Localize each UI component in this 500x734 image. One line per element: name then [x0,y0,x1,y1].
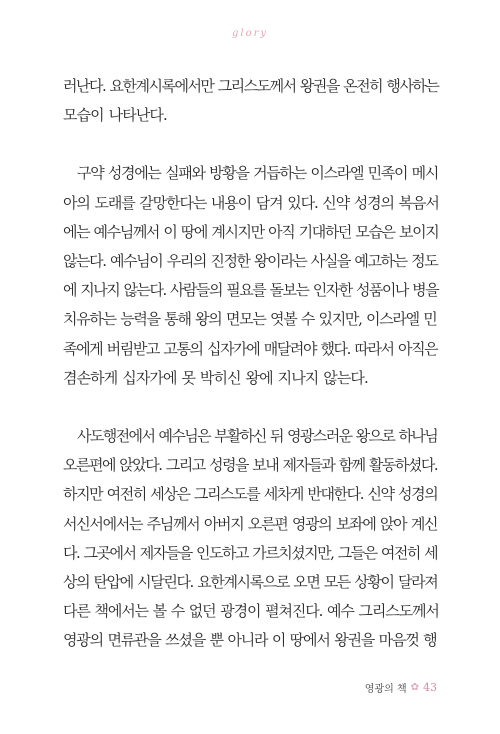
body-text [63,72,439,656]
text-line: 러난다. 요한계시록에서만 그리스도께서 왕권을 온전히 행사하는 [63,77,439,95]
paragraph-gap [63,393,439,422]
book-title: 영광의 책 [364,684,407,695]
text-line: 상의 탄압에 시달린다. 요한계시록으로 오면 모든 상황이 달라져 [63,573,438,592]
flower-icon: ✿ [410,681,419,693]
text-line: 다. 그곳에서 제자들을 인도하고 가르치셨지만, 그들은 여전히 세 [63,543,438,562]
text-line: 아의 도래를 갈망한다는 내용이 담겨 있다. 신약 성경의 복음서 [63,193,439,212]
text-line: 에 지나지 않는다. 사람들의 필요를 돌보는 인자한 성품이나 병을 [63,281,439,300]
text-line: 다른 책에서는 볼 수 없던 광경이 펼쳐진다. 예수 그리스도께서 [63,602,439,621]
page-number: 43 [423,681,437,694]
text-line: 치유하는 능력을 통해 왕의 면모는 엿볼 수 있지만, 이스라엘 민 [63,310,437,329]
text-line: 하지만 여전히 세상은 그리스도를 세차게 반대한다. 신약 성경의 [63,485,438,504]
text-line: 서신서에서는 주님께서 아버지 오른편 영광의 보좌에 앉아 계신 [63,514,438,533]
text-line: 에는 예수님께서 이 땅에 계시지만 아직 기대하던 모습은 보이지 [63,222,439,241]
text-line: 구약 성경에는 실패와 방황을 거듭하는 이스라엘 민족이 메시 [77,164,439,183]
text-line: 족에게 버림받고 고통의 십자가에 매달려야 했다. 따라서 아직은 [63,339,438,358]
text-line: 겸손하게 십자가에 못 박히신 왕에 지나지 않는다. [63,368,368,387]
paragraph-2 [63,159,439,393]
text-line: 영광의 면류관을 쓰셨을 뿐 아니라 이 땅에서 왕권을 마음껏 행 [63,631,437,650]
text-line: 않는다. 예수님이 우리의 진정한 왕이라는 사실을 예고하는 정도 [63,252,438,271]
paragraph-1 [63,72,439,130]
text-line: 모습이 나타난다. [63,106,167,125]
text-line: 오른편에 앉았다. 그리고 성령을 보내 제자들과 함께 활동하셨다. [63,456,438,475]
paragraph-3 [63,422,439,656]
running-header: glory [231,28,269,39]
paragraph-gap [63,130,439,159]
page-footer [365,680,437,695]
text-line: 사도행전에서 예수님은 부활하신 뒤 영광스러운 왕으로 하나님 [77,427,438,446]
